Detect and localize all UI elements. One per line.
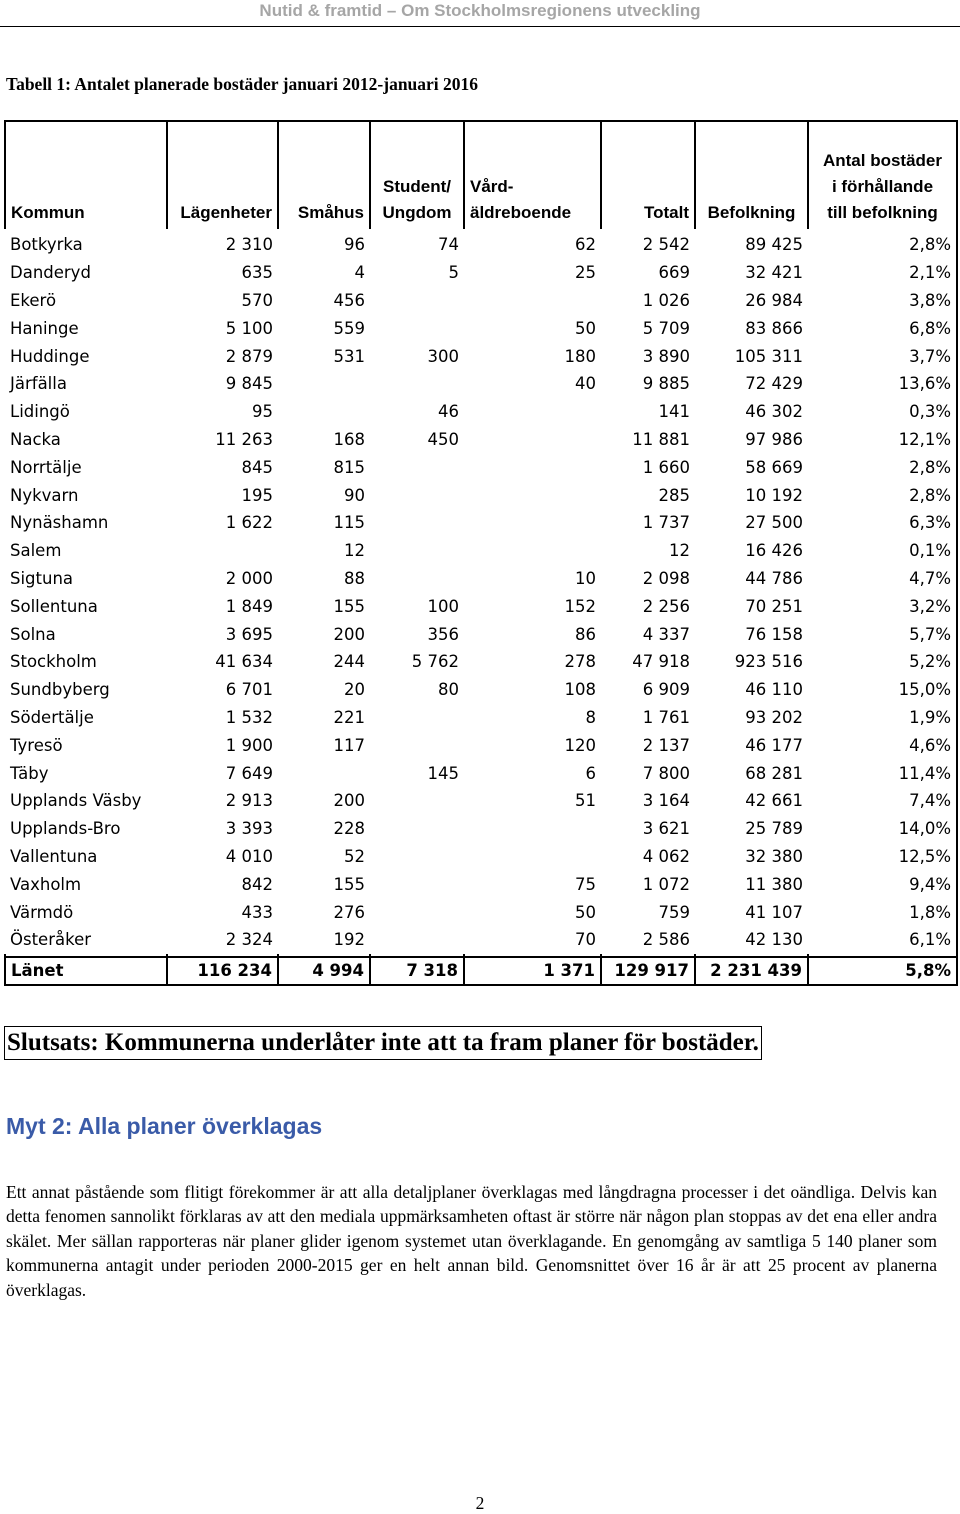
value-cell: 759 xyxy=(658,902,690,922)
value-cell: 25 xyxy=(575,263,596,283)
value-cell: 90 xyxy=(344,485,365,505)
total-value-cell: 4 994 xyxy=(278,957,370,985)
value-cell: 70 251 xyxy=(745,596,803,616)
value-cell: 7 649 xyxy=(225,763,273,783)
value-cell: 72 429 xyxy=(745,374,803,394)
table-row xyxy=(5,398,957,426)
value-cell: 3,7% xyxy=(808,342,957,370)
total-label-cell: Länet xyxy=(5,957,167,985)
kommun-cell: Lidingö xyxy=(10,402,70,422)
value-cell: 10 192 xyxy=(745,485,803,505)
table-row xyxy=(5,287,957,315)
value-cell: 7 800 xyxy=(642,763,690,783)
kommun-cell: Österåker xyxy=(10,930,92,950)
value-cell: 2 913 xyxy=(225,791,273,811)
value-cell: 2 000 xyxy=(225,568,273,588)
table-row xyxy=(5,259,957,287)
value-cell: 3 621 xyxy=(642,819,690,839)
table-row xyxy=(5,426,957,454)
table-row xyxy=(5,731,957,759)
value-cell: 9 845 xyxy=(225,374,273,394)
value-cell: 7,4% xyxy=(808,787,957,815)
total-value-cell: 116 234 xyxy=(167,957,278,985)
value-cell: 2 137 xyxy=(642,735,690,755)
kommun-cell: Värmdö xyxy=(10,902,74,922)
value-cell: 180 xyxy=(564,346,596,366)
total-value-cell: 2 231 439 xyxy=(695,957,808,985)
table-row xyxy=(5,537,957,565)
value-cell: 456 xyxy=(333,290,365,310)
value-cell xyxy=(370,370,464,398)
value-cell: 145 xyxy=(427,763,459,783)
value-cell: 83 866 xyxy=(745,318,803,338)
value-cell: 12,5% xyxy=(808,843,957,871)
value-cell: 68 281 xyxy=(745,763,803,783)
value-cell: 0,3% xyxy=(808,398,957,426)
table-row xyxy=(5,592,957,620)
value-cell: 192 xyxy=(333,930,365,950)
table-title: Tabell 1: Antalet planerade bostäder januari 2012-januari 2016 xyxy=(6,74,479,94)
value-cell: 300 xyxy=(427,346,459,366)
col-header-lagenheter: Lägenheter xyxy=(167,121,278,229)
col-header-ratio: Antal bostäder i förhållande till befolkning xyxy=(808,121,957,229)
value-cell: 62 xyxy=(575,235,596,255)
kommun-cell: Sundbyberg xyxy=(10,680,110,700)
value-cell: 50 xyxy=(575,318,596,338)
value-cell: 276 xyxy=(333,902,365,922)
kommun-cell: Tyresö xyxy=(10,735,63,755)
table-row xyxy=(5,620,957,648)
value-cell xyxy=(370,843,464,871)
value-cell: 559 xyxy=(333,318,365,338)
table-row xyxy=(5,648,957,676)
value-cell: 10 xyxy=(575,568,596,588)
table-row xyxy=(5,314,957,342)
kommun-cell: Norrtälje xyxy=(10,457,82,477)
value-cell xyxy=(464,815,601,843)
value-cell xyxy=(464,398,601,426)
kommun-cell: Sigtuna xyxy=(10,568,74,588)
value-cell xyxy=(370,537,464,565)
value-cell: 155 xyxy=(333,874,365,894)
value-cell xyxy=(278,370,370,398)
value-cell: 20 xyxy=(344,680,365,700)
value-cell: 285 xyxy=(658,485,690,505)
kommun-cell: Stockholm xyxy=(10,652,97,672)
value-cell: 2 879 xyxy=(225,346,273,366)
value-cell xyxy=(370,815,464,843)
value-cell: 44 786 xyxy=(745,568,803,588)
value-cell: 1 761 xyxy=(642,707,690,727)
value-cell: 2,8% xyxy=(808,453,957,481)
kommun-cell: Järfälla xyxy=(10,374,67,394)
value-cell: 11 263 xyxy=(215,429,273,449)
value-cell xyxy=(464,843,601,871)
value-cell: 1 532 xyxy=(225,707,273,727)
value-cell: 3,2% xyxy=(808,592,957,620)
running-header xyxy=(0,0,960,27)
table-row xyxy=(5,481,957,509)
value-cell: 13,6% xyxy=(808,370,957,398)
value-cell: 9 885 xyxy=(642,374,690,394)
value-cell: 42 130 xyxy=(745,930,803,950)
value-cell: 6,8% xyxy=(808,314,957,342)
value-cell: 0,1% xyxy=(808,537,957,565)
table-row xyxy=(5,342,957,370)
kommun-cell: Täby xyxy=(10,763,49,783)
kommun-cell: Botkyrka xyxy=(10,235,83,255)
table-row xyxy=(5,565,957,593)
value-cell: 1 900 xyxy=(225,735,273,755)
value-cell: 842 xyxy=(241,874,273,894)
value-cell xyxy=(464,453,601,481)
value-cell: 46 302 xyxy=(745,402,803,422)
kommun-cell: Nynäshamn xyxy=(10,513,109,533)
value-cell: 3 695 xyxy=(225,624,273,644)
value-cell: 16 426 xyxy=(745,541,803,561)
value-cell: 4 xyxy=(354,263,365,283)
value-cell: 74 xyxy=(438,235,459,255)
value-cell xyxy=(464,481,601,509)
value-cell: 26 984 xyxy=(745,290,803,310)
value-cell: 2,8% xyxy=(808,481,957,509)
value-cell: 3 890 xyxy=(642,346,690,366)
value-cell: 12 xyxy=(669,541,690,561)
col-header-smahus: Småhus xyxy=(278,121,370,229)
value-cell: 32 380 xyxy=(745,846,803,866)
value-cell: 4 337 xyxy=(642,624,690,644)
kommun-cell: Ekerö xyxy=(10,290,57,310)
value-cell xyxy=(464,537,601,565)
value-cell: 46 xyxy=(438,402,459,422)
value-cell xyxy=(370,898,464,926)
value-cell xyxy=(370,870,464,898)
value-cell: 244 xyxy=(333,652,365,672)
value-cell: 11,4% xyxy=(808,759,957,787)
value-cell: 76 158 xyxy=(745,624,803,644)
value-cell: 6 701 xyxy=(225,680,273,700)
value-cell: 25 789 xyxy=(745,819,803,839)
table-row xyxy=(5,898,957,926)
table-row xyxy=(5,453,957,481)
kommun-cell: Upplands-Bro xyxy=(10,819,121,839)
value-cell: 108 xyxy=(564,680,596,700)
table-row xyxy=(5,870,957,898)
value-cell: 3,8% xyxy=(808,287,957,315)
col-header-student: Student/ Ungdom xyxy=(370,121,464,229)
value-cell xyxy=(278,759,370,787)
value-cell: 923 516 xyxy=(734,652,803,672)
value-cell: 27 500 xyxy=(745,513,803,533)
value-cell: 5 100 xyxy=(225,318,273,338)
value-cell: 5 762 xyxy=(411,652,459,672)
value-cell: 1,8% xyxy=(808,898,957,926)
value-cell: 96 xyxy=(344,235,365,255)
value-cell: 6 xyxy=(585,763,596,783)
value-cell: 1 072 xyxy=(642,874,690,894)
value-cell: 11 380 xyxy=(745,874,803,894)
value-cell: 200 xyxy=(333,624,365,644)
value-cell: 14,0% xyxy=(808,815,957,843)
kommun-cell: Vaxholm xyxy=(10,874,82,894)
value-cell: 47 918 xyxy=(632,652,690,672)
table-row xyxy=(5,704,957,732)
conclusion-box xyxy=(4,1026,762,1060)
value-cell: 75 xyxy=(575,874,596,894)
total-value-cell: 129 917 xyxy=(601,957,695,985)
value-cell: 2 324 xyxy=(225,930,273,950)
value-cell: 6,3% xyxy=(808,509,957,537)
value-cell: 1,9% xyxy=(808,704,957,732)
value-cell: 815 xyxy=(333,457,365,477)
table-row xyxy=(5,843,957,871)
value-cell: 2 256 xyxy=(642,596,690,616)
value-cell: 1 026 xyxy=(642,290,690,310)
value-cell: 40 xyxy=(575,374,596,394)
kommun-cell: Haninge xyxy=(10,318,79,338)
value-cell: 5,2% xyxy=(808,648,957,676)
total-value-cell: 5,8% xyxy=(808,957,957,985)
value-cell: 200 xyxy=(333,791,365,811)
value-cell: 531 xyxy=(333,346,365,366)
value-cell: 41 634 xyxy=(215,652,273,672)
table-row xyxy=(5,759,957,787)
value-cell: 2 098 xyxy=(642,568,690,588)
value-cell xyxy=(370,287,464,315)
value-cell: 115 xyxy=(333,513,365,533)
kommun-cell: Sollentuna xyxy=(10,596,98,616)
value-cell: 32 421 xyxy=(745,263,803,283)
kommun-cell: Salem xyxy=(10,541,62,561)
value-cell xyxy=(370,314,464,342)
value-cell: 1 737 xyxy=(642,513,690,533)
value-cell: 58 669 xyxy=(745,457,803,477)
value-cell: 86 xyxy=(575,624,596,644)
value-cell: 2,1% xyxy=(808,259,957,287)
value-cell: 845 xyxy=(241,457,273,477)
value-cell: 1 622 xyxy=(225,513,273,533)
table-row xyxy=(5,815,957,843)
kommun-cell: Danderyd xyxy=(10,263,91,283)
value-cell xyxy=(370,481,464,509)
value-cell: 2 542 xyxy=(642,235,690,255)
value-cell: 89 425 xyxy=(745,235,803,255)
value-cell: 1 849 xyxy=(225,596,273,616)
value-cell: 570 xyxy=(241,290,273,310)
value-cell: 450 xyxy=(427,429,459,449)
value-cell: 41 107 xyxy=(745,902,803,922)
value-cell: 50 xyxy=(575,902,596,922)
value-cell xyxy=(464,426,601,454)
value-cell: 4 010 xyxy=(225,846,273,866)
value-cell: 120 xyxy=(564,735,596,755)
col-header-vard: Vård- äldreboende xyxy=(464,121,601,229)
value-cell: 1 660 xyxy=(642,457,690,477)
value-cell: 3 393 xyxy=(225,819,273,839)
value-cell: 278 xyxy=(564,652,596,672)
kommun-cell: Södertälje xyxy=(10,707,94,727)
kommun-cell: Huddinge xyxy=(10,346,90,366)
value-cell: 100 xyxy=(427,596,459,616)
value-cell: 105 311 xyxy=(734,346,803,366)
value-cell: 51 xyxy=(575,791,596,811)
value-cell xyxy=(167,537,278,565)
col-header-totalt: Totalt xyxy=(601,121,695,229)
table-row xyxy=(5,676,957,704)
value-cell: 42 661 xyxy=(745,791,803,811)
value-cell: 2 310 xyxy=(225,235,273,255)
value-cell: 6 909 xyxy=(642,680,690,700)
value-cell: 433 xyxy=(241,902,273,922)
value-cell: 669 xyxy=(658,263,690,283)
value-cell: 95 xyxy=(252,402,273,422)
value-cell xyxy=(370,704,464,732)
value-cell: 70 xyxy=(575,930,596,950)
value-cell: 9,4% xyxy=(808,870,957,898)
value-cell xyxy=(370,926,464,954)
value-cell xyxy=(464,287,601,315)
value-cell: 88 xyxy=(344,568,365,588)
value-cell: 8 xyxy=(585,707,596,727)
kommun-cell: Vallentuna xyxy=(10,846,98,866)
table-body xyxy=(5,229,957,985)
value-cell: 152 xyxy=(564,596,596,616)
value-cell: 635 xyxy=(241,263,273,283)
value-cell: 15,0% xyxy=(808,676,957,704)
value-cell: 4,6% xyxy=(808,731,957,759)
col-header-befolkning: Befolkning xyxy=(695,121,808,229)
running-header-title: Nutid & framtid – Om Stockholmsregionens utveckling xyxy=(259,1,701,20)
value-cell: 5,7% xyxy=(808,620,957,648)
value-cell: 2,8% xyxy=(808,229,957,259)
table-header-row xyxy=(5,121,957,229)
value-cell xyxy=(370,731,464,759)
value-cell: 3 164 xyxy=(642,791,690,811)
table-row xyxy=(5,370,957,398)
table-row xyxy=(5,509,957,537)
value-cell: 11 881 xyxy=(632,429,690,449)
value-cell xyxy=(370,509,464,537)
value-cell: 12 xyxy=(344,541,365,561)
value-cell xyxy=(278,398,370,426)
value-cell: 221 xyxy=(333,707,365,727)
value-cell: 93 202 xyxy=(745,707,803,727)
housing-plans-table xyxy=(4,120,958,986)
conclusion-text: Slutsats: Kommunerna underlåter inte att ta fram planer för bostäder. xyxy=(7,1029,759,1056)
value-cell: 80 xyxy=(438,680,459,700)
value-cell: 228 xyxy=(333,819,365,839)
table-row xyxy=(5,787,957,815)
section-heading: Myt 2: Alla planer överklagas xyxy=(6,1113,323,1139)
table-row xyxy=(5,229,957,259)
value-cell: 5 709 xyxy=(642,318,690,338)
kommun-cell: Upplands Väsby xyxy=(10,791,142,811)
kommun-cell: Nacka xyxy=(10,429,61,449)
value-cell: 356 xyxy=(427,624,459,644)
value-cell xyxy=(370,565,464,593)
value-cell: 97 986 xyxy=(745,429,803,449)
value-cell xyxy=(464,509,601,537)
value-cell: 4 062 xyxy=(642,846,690,866)
value-cell: 141 xyxy=(658,402,690,422)
value-cell: 2 586 xyxy=(642,930,690,950)
value-cell: 117 xyxy=(333,735,365,755)
kommun-cell: Solna xyxy=(10,624,56,644)
value-cell xyxy=(370,453,464,481)
col-header-kommun: Kommun xyxy=(5,121,167,229)
value-cell: 46 177 xyxy=(745,735,803,755)
value-cell: 4,7% xyxy=(808,565,957,593)
table-total-row xyxy=(5,957,957,985)
total-value-cell: 7 318 xyxy=(370,957,464,985)
value-cell xyxy=(370,787,464,815)
value-cell: 6,1% xyxy=(808,926,957,954)
value-cell: 195 xyxy=(241,485,273,505)
value-cell: 168 xyxy=(333,429,365,449)
body-paragraph: Ett annat påstående som flitigt förekommer är att alla detaljplaner överklagas med långdragna processer i det oändliga. Delvis kan detta fenomen sannolikt förklaras av att den mediala uppmärksamheten oftast är större när någon plan stoppas av det ena eller andra skälet. Mer sällan rapporteras när planer glider igenom systemet utan överklagande. En genomgång av samtliga 5 140 planer som kommunerna antagit under perioden 2000-2015 ger en helt annan bild. Genomsnittet över 16 år är att 25 procent av planerna överklagas. xyxy=(6,1182,937,1300)
value-cell: 52 xyxy=(344,846,365,866)
value-cell: 155 xyxy=(333,596,365,616)
value-cell: 12,1% xyxy=(808,426,957,454)
value-cell: 46 110 xyxy=(745,680,803,700)
table-row xyxy=(5,926,957,954)
page-number: 2 xyxy=(475,1493,485,1513)
total-value-cell: 1 371 xyxy=(464,957,601,985)
kommun-cell: Nykvarn xyxy=(10,485,79,505)
value-cell: 5 xyxy=(448,263,459,283)
